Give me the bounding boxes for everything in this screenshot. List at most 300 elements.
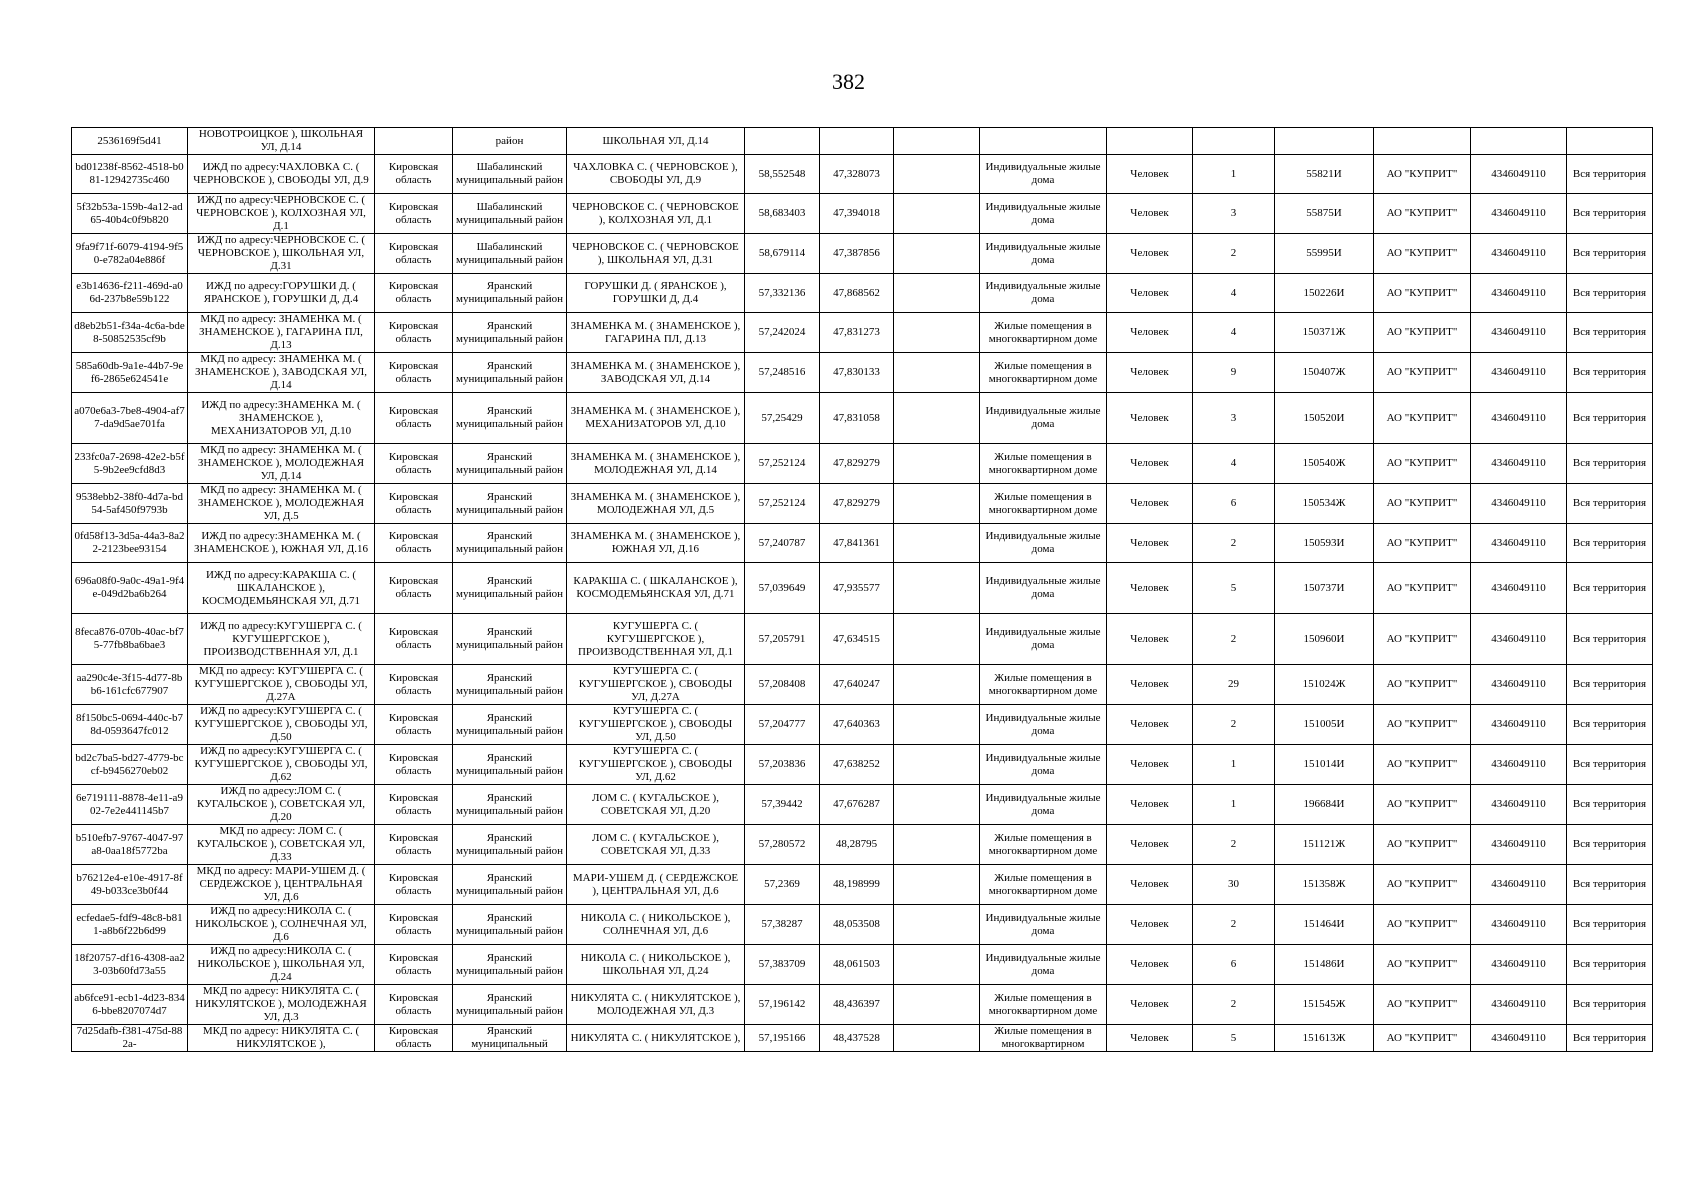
cell-lon: 47,640247 — [820, 665, 894, 705]
cell-region: Кировская область — [375, 484, 453, 524]
cell-district: Яранский муниципальный район — [453, 705, 567, 745]
cell-housing-type: Индивидуальные жилые дома — [980, 393, 1107, 444]
cell-account: 55875И — [1275, 194, 1374, 234]
cell-unit: Человек — [1107, 825, 1193, 865]
cell-inn: 4346049110 — [1471, 665, 1567, 705]
cell-housing-type: Жилые помещения в многоквартирном доме — [980, 665, 1107, 705]
cell-lon: 47,676287 — [820, 785, 894, 825]
cell-account: 151464И — [1275, 905, 1374, 945]
cell-address-short: МАРИ-УШЕМ Д. ( СЕРДЕЖСКОЕ ), ЦЕНТРАЛЬНАЯ УЛ, Д.6 — [567, 865, 745, 905]
cell-id: 18f20757-df16-4308-aa23-03b60fd73a55 — [72, 945, 188, 985]
cell-account: 150737И — [1275, 563, 1374, 614]
page-number: 382 — [832, 69, 865, 94]
cell-lon: 48,053508 — [820, 905, 894, 945]
cell-address-short: ЗНАМЕНКА М. ( ЗНАМЕНСКОЕ ), ГАГАРИНА ПЛ, Д.13 — [567, 313, 745, 353]
cell-count: 6 — [1193, 484, 1275, 524]
cell-territory: Вся территория — [1567, 274, 1653, 313]
cell-housing-type: Индивидуальные жилые дома — [980, 905, 1107, 945]
cell-address-full: МКД по адресу: ЗНАМЕНКА М. ( ЗНАМЕНСКОЕ ), ЗАВОДСКАЯ УЛ, Д.14 — [188, 353, 375, 393]
cell-address-full: ИЖД по адресу:ЛОМ С. ( КУГАЛЬСКОЕ ), СОВЕТСКАЯ УЛ, Д.20 — [188, 785, 375, 825]
cell-lon: 47,640363 — [820, 705, 894, 745]
cell-account: 55995И — [1275, 234, 1374, 274]
cell-housing-type — [980, 128, 1107, 155]
cell-address-full: МКД по адресу: ЗНАМЕНКА М. ( ЗНАМЕНСКОЕ ), ГАГАРИНА ПЛ, Д.13 — [188, 313, 375, 353]
cell-unit: Человек — [1107, 905, 1193, 945]
cell-inn — [1471, 128, 1567, 155]
table-row — [72, 194, 1653, 234]
cell-district: Шабалинский муниципальный район — [453, 155, 567, 194]
cell-address-full: ИЖД по адресу:ЧАХЛОВКА С. ( ЧЕРНОВСКОЕ ), СВОБОДЫ УЛ, Д.9 — [188, 155, 375, 194]
cell-count: 9 — [1193, 353, 1275, 393]
cell-id: b76212e4-e10e-4917-8f49-b033ce3b0f44 — [72, 865, 188, 905]
cell-address-short: ЧАХЛОВКА С. ( ЧЕРНОВСКОЕ ), СВОБОДЫ УЛ, Д.9 — [567, 155, 745, 194]
cell-address-short: ЗНАМЕНКА М. ( ЗНАМЕНСКОЕ ), ЮЖНАЯ УЛ, Д.16 — [567, 524, 745, 563]
cell-address-full: ИЖД по адресу:КУГУШЕРГА С. ( КУГУШЕРГСКОЕ ), СВОБОДЫ УЛ, Д.50 — [188, 705, 375, 745]
cell-district: Яранский муниципальный район — [453, 865, 567, 905]
cell-id: d8eb2b51-f34a-4c6a-bde8-50852535cf9b — [72, 313, 188, 353]
cell-territory: Вся территория — [1567, 905, 1653, 945]
cell-company: АО "КУПРИТ" — [1374, 745, 1471, 785]
cell-territory: Вся территория — [1567, 563, 1653, 614]
cell-territory: Вся территория — [1567, 614, 1653, 665]
cell-lat: 57,280572 — [745, 825, 820, 865]
cell-empty — [894, 865, 980, 905]
cell-company: АО "КУПРИТ" — [1374, 484, 1471, 524]
table-row — [72, 524, 1653, 563]
cell-district: Яранский муниципальный район — [453, 665, 567, 705]
cell-lon: 47,831273 — [820, 313, 894, 353]
cell-region: Кировская область — [375, 393, 453, 444]
cell-lon: 48,437528 — [820, 1025, 894, 1052]
cell-lon — [820, 128, 894, 155]
table-row — [72, 563, 1653, 614]
cell-id: a070e6a3-7be8-4904-af77-da9d5ae701fa — [72, 393, 188, 444]
table-row — [72, 128, 1653, 155]
cell-id: 585a60db-9a1e-44b7-9ef6-2865e624541e — [72, 353, 188, 393]
cell-empty — [894, 393, 980, 444]
cell-lon: 48,436397 — [820, 985, 894, 1025]
table-row — [72, 705, 1653, 745]
cell-district: Яранский муниципальный район — [453, 745, 567, 785]
cell-address-full: ИЖД по адресу:ЧЕРНОВСКОЕ С. ( ЧЕРНОВСКОЕ ), ШКОЛЬНАЯ УЛ, Д.31 — [188, 234, 375, 274]
cell-region: Кировская область — [375, 313, 453, 353]
cell-count: 30 — [1193, 865, 1275, 905]
cell-unit: Человек — [1107, 614, 1193, 665]
cell-housing-type: Индивидуальные жилые дома — [980, 234, 1107, 274]
cell-unit: Человек — [1107, 393, 1193, 444]
cell-account — [1275, 128, 1374, 155]
cell-unit — [1107, 128, 1193, 155]
cell-company: АО "КУПРИТ" — [1374, 274, 1471, 313]
cell-lat: 57,039649 — [745, 563, 820, 614]
table-row — [72, 665, 1653, 705]
cell-address-full: ИЖД по адресу:НИКОЛА С. ( НИКОЛЬСКОЕ ), ШКОЛЬНАЯ УЛ, Д.24 — [188, 945, 375, 985]
cell-count: 2 — [1193, 614, 1275, 665]
cell-id: ab6fce91-ecb1-4d23-8346-bbe8207074d7 — [72, 985, 188, 1025]
cell-lon: 48,198999 — [820, 865, 894, 905]
cell-unit: Человек — [1107, 234, 1193, 274]
cell-address-short: ЗНАМЕНКА М. ( ЗНАМЕНСКОЕ ), МОЛОДЕЖНАЯ УЛ, Д.5 — [567, 484, 745, 524]
cell-inn: 4346049110 — [1471, 353, 1567, 393]
cell-company: АО "КУПРИТ" — [1374, 393, 1471, 444]
cell-account: 150960И — [1275, 614, 1374, 665]
cell-account: 151486И — [1275, 945, 1374, 985]
cell-district: Яранский муниципальный район — [453, 614, 567, 665]
cell-lat: 57,39442 — [745, 785, 820, 825]
cell-empty — [894, 905, 980, 945]
cell-account: 150407Ж — [1275, 353, 1374, 393]
cell-count: 2 — [1193, 234, 1275, 274]
cell-region: Кировская область — [375, 274, 453, 313]
table-row — [72, 353, 1653, 393]
cell-account: 150520И — [1275, 393, 1374, 444]
cell-account: 151005И — [1275, 705, 1374, 745]
cell-inn: 4346049110 — [1471, 985, 1567, 1025]
cell-lat: 57,203836 — [745, 745, 820, 785]
cell-region: Кировская область — [375, 234, 453, 274]
cell-count: 1 — [1193, 155, 1275, 194]
cell-inn: 4346049110 — [1471, 1025, 1567, 1052]
cell-lat: 57,383709 — [745, 945, 820, 985]
cell-housing-type: Жилые помещения в многоквартирном доме — [980, 353, 1107, 393]
cell-address-short: ЧЕРНОВСКОЕ С. ( ЧЕРНОВСКОЕ ), ШКОЛЬНАЯ УЛ, Д.31 — [567, 234, 745, 274]
cell-lat: 57,208408 — [745, 665, 820, 705]
cell-district: Яранский муниципальный район — [453, 563, 567, 614]
cell-inn: 4346049110 — [1471, 785, 1567, 825]
cell-inn: 4346049110 — [1471, 194, 1567, 234]
cell-lat: 57,332136 — [745, 274, 820, 313]
cell-unit: Человек — [1107, 945, 1193, 985]
cell-count: 3 — [1193, 194, 1275, 234]
cell-housing-type: Индивидуальные жилые дома — [980, 194, 1107, 234]
cell-company: АО "КУПРИТ" — [1374, 313, 1471, 353]
cell-account: 150593И — [1275, 524, 1374, 563]
cell-count: 1 — [1193, 745, 1275, 785]
cell-unit: Человек — [1107, 444, 1193, 484]
cell-empty — [894, 353, 980, 393]
cell-territory: Вся территория — [1567, 705, 1653, 745]
table-row — [72, 825, 1653, 865]
cell-address-short: ЛОМ С. ( КУГАЛЬСКОЕ ), СОВЕТСКАЯ УЛ, Д.33 — [567, 825, 745, 865]
cell-id: 233fc0a7-2698-42e2-b5f5-9b2ee9cfd8d3 — [72, 444, 188, 484]
cell-count: 3 — [1193, 393, 1275, 444]
cell-address-full: МКД по адресу: ЗНАМЕНКА М. ( ЗНАМЕНСКОЕ ), МОЛОДЕЖНАЯ УЛ, Д.5 — [188, 484, 375, 524]
cell-address-short: НИКОЛА С. ( НИКОЛЬСКОЕ ), СОЛНЕЧНАЯ УЛ, Д.6 — [567, 905, 745, 945]
cell-company: АО "КУПРИТ" — [1374, 524, 1471, 563]
cell-lon: 47,935577 — [820, 563, 894, 614]
cell-region: Кировская область — [375, 745, 453, 785]
cell-lon: 48,28795 — [820, 825, 894, 865]
cell-lon: 47,634515 — [820, 614, 894, 665]
cell-address-short: ЗНАМЕНКА М. ( ЗНАМЕНСКОЕ ), ЗАВОДСКАЯ УЛ, Д.14 — [567, 353, 745, 393]
cell-company: АО "КУПРИТ" — [1374, 194, 1471, 234]
cell-region: Кировская область — [375, 563, 453, 614]
cell-housing-type: Индивидуальные жилые дома — [980, 614, 1107, 665]
cell-account: 55821И — [1275, 155, 1374, 194]
cell-inn: 4346049110 — [1471, 825, 1567, 865]
cell-lon: 47,829279 — [820, 444, 894, 484]
cell-account: 151545Ж — [1275, 985, 1374, 1025]
cell-empty — [894, 614, 980, 665]
cell-territory: Вся территория — [1567, 353, 1653, 393]
cell-inn: 4346049110 — [1471, 614, 1567, 665]
cell-address-full: МКД по адресу: КУГУШЕРГА С. ( КУГУШЕРГСКОЕ ), СВОБОДЫ УЛ, Д.27А — [188, 665, 375, 705]
cell-count: 6 — [1193, 945, 1275, 985]
cell-account: 196684И — [1275, 785, 1374, 825]
cell-address-full: МКД по адресу: ЗНАМЕНКА М. ( ЗНАМЕНСКОЕ ), МОЛОДЕЖНАЯ УЛ, Д.14 — [188, 444, 375, 484]
cell-housing-type: Индивидуальные жилые дома — [980, 705, 1107, 745]
cell-unit: Человек — [1107, 745, 1193, 785]
cell-lat: 57,242024 — [745, 313, 820, 353]
cell-empty — [894, 665, 980, 705]
cell-district: Яранский муниципальный район — [453, 785, 567, 825]
cell-lon: 47,868562 — [820, 274, 894, 313]
cell-company: АО "КУПРИТ" — [1374, 985, 1471, 1025]
cell-district: Яранский муниципальный район — [453, 985, 567, 1025]
cell-territory: Вся территория — [1567, 865, 1653, 905]
cell-account: 150371Ж — [1275, 313, 1374, 353]
cell-housing-type: Индивидуальные жилые дома — [980, 785, 1107, 825]
cell-account: 151121Ж — [1275, 825, 1374, 865]
cell-housing-type: Индивидуальные жилые дома — [980, 155, 1107, 194]
cell-id: aa290c4e-3f15-4d77-8bb6-161cfc677907 — [72, 665, 188, 705]
cell-address-full: ИЖД по адресу:ЗНАМЕНКА М. ( ЗНАМЕНСКОЕ ), ЮЖНАЯ УЛ, Д.16 — [188, 524, 375, 563]
cell-housing-type: Индивидуальные жилые дома — [980, 563, 1107, 614]
table-row — [72, 234, 1653, 274]
cell-district: Яранский муниципальный район — [453, 524, 567, 563]
cell-count: 2 — [1193, 905, 1275, 945]
cell-housing-type: Индивидуальные жилые дома — [980, 745, 1107, 785]
cell-id: 6e719111-8878-4e11-a902-7e2e441145b7 — [72, 785, 188, 825]
table-row — [72, 945, 1653, 985]
cell-company: АО "КУПРИТ" — [1374, 905, 1471, 945]
cell-region: Кировская область — [375, 945, 453, 985]
cell-inn: 4346049110 — [1471, 865, 1567, 905]
cell-unit: Человек — [1107, 155, 1193, 194]
cell-inn: 4346049110 — [1471, 905, 1567, 945]
cell-address-short: ЗНАМЕНКА М. ( ЗНАМЕНСКОЕ ), МЕХАНИЗАТОРОВ УЛ, Д.10 — [567, 393, 745, 444]
cell-company: АО "КУПРИТ" — [1374, 353, 1471, 393]
cell-address-full: МКД по адресу: НИКУЛЯТА С. ( НИКУЛЯТСКОЕ ), — [188, 1025, 375, 1052]
cell-lon: 47,394018 — [820, 194, 894, 234]
cell-territory: Вся территория — [1567, 985, 1653, 1025]
cell-id: 8f150bc5-0694-440c-b78d-0593647fc012 — [72, 705, 188, 745]
cell-empty — [894, 313, 980, 353]
cell-region: Кировская область — [375, 905, 453, 945]
cell-lat: 57,252124 — [745, 484, 820, 524]
cell-company: АО "КУПРИТ" — [1374, 614, 1471, 665]
cell-address-short: КУГУШЕРГА С. ( КУГУШЕРГСКОЕ ), СВОБОДЫ УЛ, Д.27А — [567, 665, 745, 705]
cell-unit: Человек — [1107, 563, 1193, 614]
table-row — [72, 484, 1653, 524]
cell-address-full: ИЖД по адресу:КАРАКША С. ( ШКАЛАНСКОЕ ), КОСМОДЕМЬЯНСКАЯ УЛ, Д.71 — [188, 563, 375, 614]
cell-account: 151358Ж — [1275, 865, 1374, 905]
cell-lon: 47,841361 — [820, 524, 894, 563]
cell-count: 4 — [1193, 444, 1275, 484]
cell-empty — [894, 785, 980, 825]
cell-territory: Вся территория — [1567, 524, 1653, 563]
cell-region: Кировская область — [375, 353, 453, 393]
cell-address-short: КУГУШЕРГА С. ( КУГУШЕРГСКОЕ ), ПРОИЗВОДСТВЕННАЯ УЛ, Д.1 — [567, 614, 745, 665]
cell-id: 2536169f5d41 — [72, 128, 188, 155]
cell-district: Яранский муниципальный — [453, 1025, 567, 1052]
cell-lat: 57,240787 — [745, 524, 820, 563]
cell-address-full: НОВОТРОИЦКОЕ ), ШКОЛЬНАЯ УЛ, Д.14 — [188, 128, 375, 155]
cell-inn: 4346049110 — [1471, 234, 1567, 274]
cell-territory: Вся территория — [1567, 665, 1653, 705]
cell-unit: Человек — [1107, 313, 1193, 353]
cell-district: Яранский муниципальный район — [453, 313, 567, 353]
cell-count: 29 — [1193, 665, 1275, 705]
cell-address-full: ИЖД по адресу:ЗНАМЕНКА М. ( ЗНАМЕНСКОЕ ), МЕХАНИЗАТОРОВ УЛ, Д.10 — [188, 393, 375, 444]
cell-address-short: НИКУЛЯТА С. ( НИКУЛЯТСКОЕ ), — [567, 1025, 745, 1052]
cell-empty — [894, 825, 980, 865]
cell-housing-type: Жилые помещения в многоквартирном доме — [980, 444, 1107, 484]
cell-count: 1 — [1193, 785, 1275, 825]
cell-address-short: КАРАКША С. ( ШКАЛАНСКОЕ ), КОСМОДЕМЬЯНСКАЯ УЛ, Д.71 — [567, 563, 745, 614]
table-row — [72, 745, 1653, 785]
cell-lat: 57,248516 — [745, 353, 820, 393]
cell-lon: 47,830133 — [820, 353, 894, 393]
cell-count: 5 — [1193, 563, 1275, 614]
cell-address-short: ЛОМ С. ( КУГАЛЬСКОЕ ), СОВЕТСКАЯ УЛ, Д.20 — [567, 785, 745, 825]
cell-count: 2 — [1193, 705, 1275, 745]
cell-empty — [894, 985, 980, 1025]
cell-housing-type: Жилые помещения в многоквартирном доме — [980, 865, 1107, 905]
cell-address-full: ИЖД по адресу:ГОРУШКИ Д. ( ЯРАНСКОЕ ), ГОРУШКИ Д, Д.4 — [188, 274, 375, 313]
cell-count: 2 — [1193, 825, 1275, 865]
cell-address-short: КУГУШЕРГА С. ( КУГУШЕРГСКОЕ ), СВОБОДЫ УЛ, Д.62 — [567, 745, 745, 785]
cell-empty — [894, 128, 980, 155]
cell-lon: 47,387856 — [820, 234, 894, 274]
cell-company: АО "КУПРИТ" — [1374, 665, 1471, 705]
cell-housing-type: Жилые помещения в многоквартирном доме — [980, 313, 1107, 353]
cell-address-full: ИЖД по адресу:КУГУШЕРГА С. ( КУГУШЕРГСКОЕ ), СВОБОДЫ УЛ, Д.62 — [188, 745, 375, 785]
cell-lon: 47,831058 — [820, 393, 894, 444]
cell-territory: Вся территория — [1567, 945, 1653, 985]
cell-district: Шабалинский муниципальный район — [453, 194, 567, 234]
cell-address-full: МКД по адресу: НИКУЛЯТА С. ( НИКУЛЯТСКОЕ ), МОЛОДЕЖНАЯ УЛ, Д.3 — [188, 985, 375, 1025]
cell-company: АО "КУПРИТ" — [1374, 945, 1471, 985]
cell-inn: 4346049110 — [1471, 155, 1567, 194]
cell-region: Кировская область — [375, 705, 453, 745]
cell-inn: 4346049110 — [1471, 484, 1567, 524]
cell-territory: Вся территория — [1567, 825, 1653, 865]
cell-district: Яранский муниципальный район — [453, 905, 567, 945]
table-row — [72, 155, 1653, 194]
cell-empty — [894, 155, 980, 194]
cell-unit: Человек — [1107, 1025, 1193, 1052]
cell-inn: 4346049110 — [1471, 524, 1567, 563]
cell-account: 150226И — [1275, 274, 1374, 313]
table-row — [72, 905, 1653, 945]
cell-lat: 58,679114 — [745, 234, 820, 274]
cell-empty — [894, 274, 980, 313]
cell-address-full: ИЖД по адресу:НИКОЛА С. ( НИКОЛЬСКОЕ ), СОЛНЕЧНАЯ УЛ, Д.6 — [188, 905, 375, 945]
cell-territory: Вся территория — [1567, 444, 1653, 484]
cell-inn: 4346049110 — [1471, 563, 1567, 614]
cell-lat: 57,195166 — [745, 1025, 820, 1052]
cell-district: Яранский муниципальный район — [453, 484, 567, 524]
cell-lat: 57,204777 — [745, 705, 820, 745]
cell-housing-type: Жилые помещения в многоквартирном — [980, 1025, 1107, 1052]
cell-region: Кировская область — [375, 194, 453, 234]
cell-region: Кировская область — [375, 825, 453, 865]
cell-lon: 47,328073 — [820, 155, 894, 194]
cell-lat — [745, 128, 820, 155]
cell-empty — [894, 234, 980, 274]
cell-id: bd2c7ba5-bd27-4779-bccf-b9456270eb02 — [72, 745, 188, 785]
cell-id: e3b14636-f211-469d-a06d-237b8e59b122 — [72, 274, 188, 313]
cell-address-short: КУГУШЕРГА С. ( КУГУШЕРГСКОЕ ), СВОБОДЫ УЛ, Д.50 — [567, 705, 745, 745]
cell-region: Кировская область — [375, 985, 453, 1025]
cell-count: 4 — [1193, 274, 1275, 313]
cell-region: Кировская область — [375, 1025, 453, 1052]
cell-address-full: ИЖД по адресу:ЧЕРНОВСКОЕ С. ( ЧЕРНОВСКОЕ ), КОЛХОЗНАЯ УЛ, Д.1 — [188, 194, 375, 234]
cell-lon: 47,829279 — [820, 484, 894, 524]
cell-id: bd01238f-8562-4518-b081-12942735c460 — [72, 155, 188, 194]
cell-empty — [894, 945, 980, 985]
cell-address-full: ИЖД по адресу:КУГУШЕРГА С. ( КУГУШЕРГСКОЕ ), ПРОИЗВОДСТВЕННАЯ УЛ, Д.1 — [188, 614, 375, 665]
cell-empty — [894, 524, 980, 563]
cell-account: 151024Ж — [1275, 665, 1374, 705]
cell-region: Кировская область — [375, 155, 453, 194]
cell-lat: 58,683403 — [745, 194, 820, 234]
cell-account: 150540Ж — [1275, 444, 1374, 484]
cell-region: Кировская область — [375, 524, 453, 563]
table-row — [72, 274, 1653, 313]
cell-unit: Человек — [1107, 194, 1193, 234]
cell-housing-type: Жилые помещения в многоквартирном доме — [980, 985, 1107, 1025]
registry-table — [71, 127, 1653, 1052]
cell-region: Кировская область — [375, 865, 453, 905]
cell-empty — [894, 444, 980, 484]
cell-empty — [894, 745, 980, 785]
cell-company: АО "КУПРИТ" — [1374, 155, 1471, 194]
cell-address-short: НИКУЛЯТА С. ( НИКУЛЯТСКОЕ ), МОЛОДЕЖНАЯ УЛ, Д.3 — [567, 985, 745, 1025]
table-row — [72, 313, 1653, 353]
cell-inn: 4346049110 — [1471, 313, 1567, 353]
cell-district: Яранский муниципальный район — [453, 444, 567, 484]
cell-district: Яранский муниципальный район — [453, 825, 567, 865]
table-row — [72, 614, 1653, 665]
cell-lon: 48,061503 — [820, 945, 894, 985]
cell-account: 151613Ж — [1275, 1025, 1374, 1052]
cell-housing-type: Индивидуальные жилые дома — [980, 945, 1107, 985]
cell-id: b510efb7-9767-4047-97a8-0aa18f5772ba — [72, 825, 188, 865]
cell-unit: Человек — [1107, 665, 1193, 705]
cell-address-full: МКД по адресу: МАРИ-УШЕМ Д. ( СЕРДЕЖСКОЕ ), ЦЕНТРАЛЬНАЯ УЛ, Д.6 — [188, 865, 375, 905]
cell-address-short: НИКОЛА С. ( НИКОЛЬСКОЕ ), ШКОЛЬНАЯ УЛ, Д.24 — [567, 945, 745, 985]
cell-region — [375, 128, 453, 155]
cell-unit: Человек — [1107, 865, 1193, 905]
cell-address-full: МКД по адресу: ЛОМ С. ( КУГАЛЬСКОЕ ), СОВЕТСКАЯ УЛ, Д.33 — [188, 825, 375, 865]
cell-inn: 4346049110 — [1471, 274, 1567, 313]
cell-district: Яранский муниципальный район — [453, 945, 567, 985]
cell-territory: Вся территория — [1567, 785, 1653, 825]
cell-empty — [894, 194, 980, 234]
cell-id: 7d25dafb-f381-475d-882a- — [72, 1025, 188, 1052]
cell-company — [1374, 128, 1471, 155]
cell-inn: 4346049110 — [1471, 444, 1567, 484]
cell-territory: Вся территория — [1567, 393, 1653, 444]
cell-account: 151014И — [1275, 745, 1374, 785]
cell-lat: 58,552548 — [745, 155, 820, 194]
cell-address-short: ЗНАМЕНКА М. ( ЗНАМЕНСКОЕ ), МОЛОДЕЖНАЯ УЛ, Д.14 — [567, 444, 745, 484]
cell-housing-type: Индивидуальные жилые дома — [980, 524, 1107, 563]
cell-lat: 57,38287 — [745, 905, 820, 945]
cell-company: АО "КУПРИТ" — [1374, 444, 1471, 484]
